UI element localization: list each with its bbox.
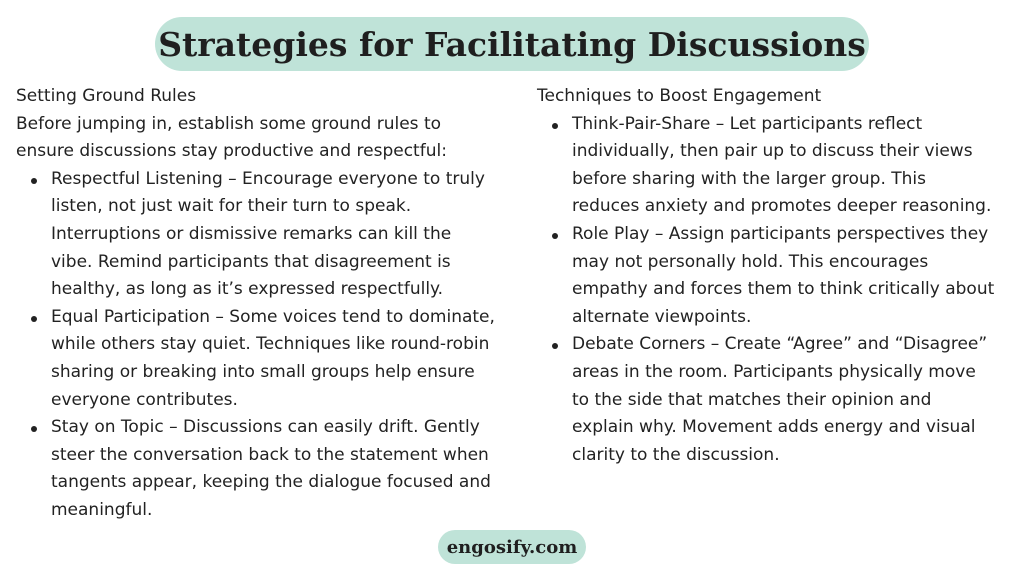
bullet-icon	[552, 343, 558, 349]
list-item	[16, 304, 496, 414]
bullet-icon	[31, 426, 37, 432]
bullet-icon	[31, 316, 37, 322]
section-intro: Before jumping in, establish some ground rules to ensure discussions stay productive and respectful:	[16, 113, 447, 162]
page-title: Strategies for Facilitating Discussions	[158, 24, 866, 64]
bullet-icon	[31, 178, 37, 184]
ground-rules-list	[16, 166, 496, 525]
ground-rules-section	[16, 83, 496, 525]
list-item-text: Role Play – Assign participants perspectives they may not personally hold. This encourages empathy and forces them to think critically about alternate viewpoints.	[572, 223, 995, 327]
list-item	[537, 331, 997, 469]
list-item	[537, 111, 997, 221]
engagement-section	[537, 83, 997, 469]
list-item-text: Think-Pair-Share – Let participants reflect individually, then pair up to discuss their views before sharing with the larger group. This reduces anxiety and promotes deeper reasoning.	[572, 113, 992, 217]
bullet-icon	[552, 233, 558, 239]
list-item-text: Equal Participation – Some voices tend to dominate, while others stay quiet. Techniques like round-robin sharing or breaking into small groups help ensure everyone contributes.	[51, 306, 495, 410]
list-item	[16, 414, 496, 524]
engagement-list	[537, 111, 997, 470]
list-item	[16, 166, 496, 304]
bullet-icon	[552, 123, 558, 129]
list-item-text: Respectful Listening – Encourage everyone to truly listen, not just wait for their turn to speak. Interruptions or dismissive remarks can kill the vibe. Remind participants that disagreement is healthy, as long as it’s expressed respectfully.	[51, 168, 485, 300]
site-name: engosify.com	[446, 536, 578, 558]
footer-badge	[438, 530, 586, 564]
title-banner	[155, 17, 869, 71]
list-item-text: Stay on Topic – Discussions can easily drift. Gently steer the conversation back to the statement when tangents appear, keeping the dialogue focused and meaningful.	[51, 417, 491, 520]
list-item	[537, 221, 997, 331]
section-heading-ground-rules: Setting Ground Rules	[16, 86, 197, 106]
section-heading-engagement: Techniques to Boost Engagement	[537, 86, 822, 106]
list-item-text: Debate Corners – Create “Agree” and “Disagree” areas in the room. Participants physically move to the side that matches their opinion and explain why. Movement adds energy and visual clarity to the discussion.	[572, 334, 988, 465]
